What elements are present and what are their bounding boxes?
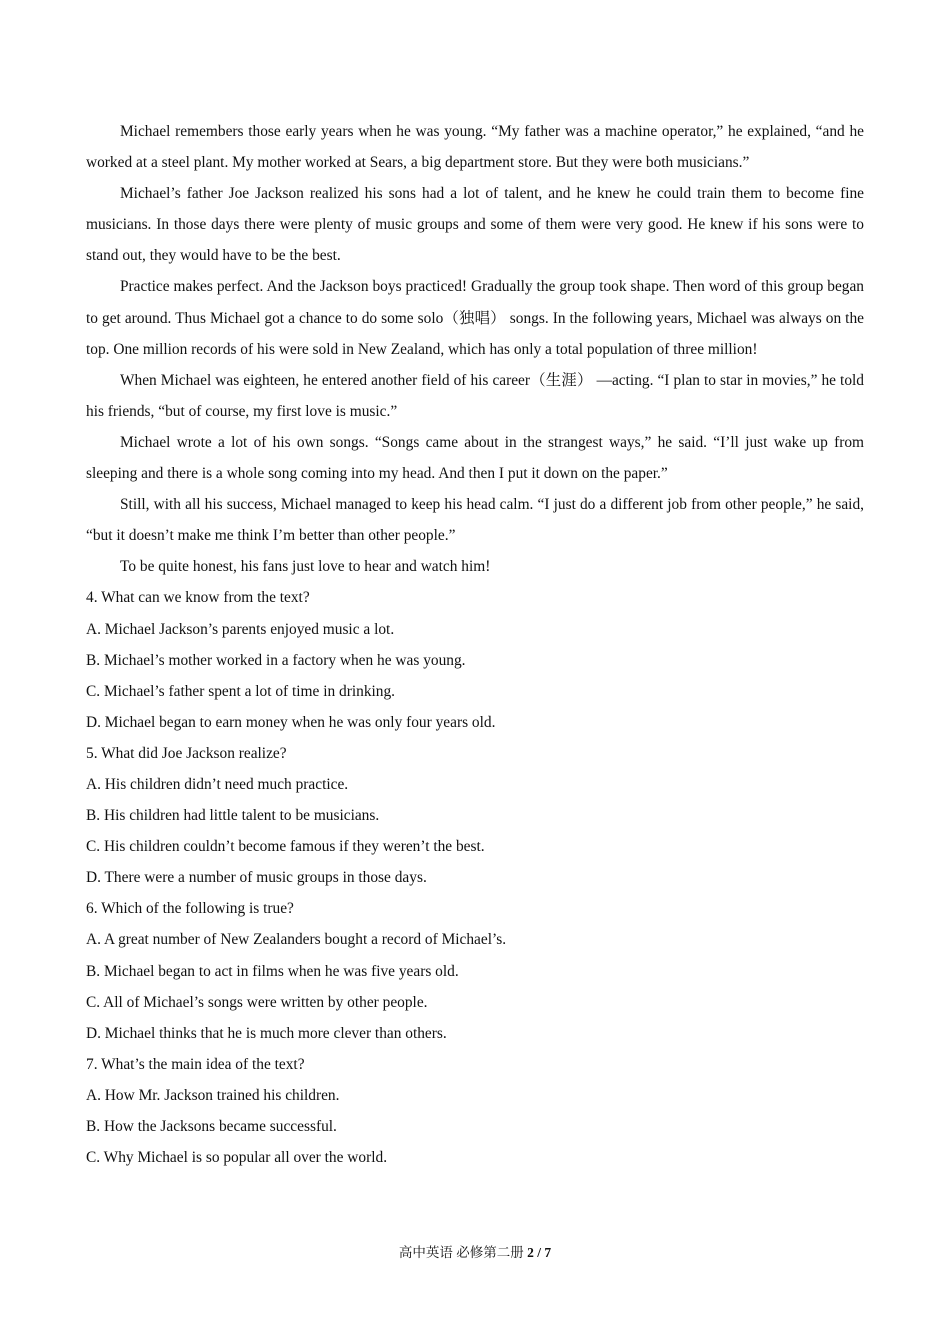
question-stem: 7. What’s the main idea of the text? <box>86 1055 305 1073</box>
page-footer <box>0 1243 950 1263</box>
page-number: 2 / 7 <box>527 1245 552 1260</box>
question-4 <box>86 582 864 737</box>
passage-paragraph-4: When Michael was eighteen, he entered another field of his career（生涯） —acting. “I plan to star in movies,” he told his friends, “but of course, my first love is music.” <box>86 371 864 420</box>
question-7 <box>86 1049 864 1173</box>
answer-option: C. All of Michael’s songs were written by other people. <box>86 993 428 1011</box>
question-5 <box>86 738 864 893</box>
passage-paragraph-1: Michael remembers those early years when he was young. “My father was a machine operator,” he explained, “and he worked at a steel plant. My mother worked at Sears, a big department store. But they were both musicians.” <box>86 123 864 172</box>
answer-option: D. There were a number of music groups in those days. <box>86 869 427 887</box>
passage-paragraph-7: To be quite honest, his fans just love to hear and watch him! <box>120 558 491 576</box>
question-6 <box>86 893 864 1048</box>
answer-option: C. His children couldn’t become famous if they weren’t the best. <box>86 838 485 856</box>
answer-option: D. Michael began to earn money when he was only four years old. <box>86 713 496 731</box>
answer-option: A. A great number of New Zealanders bought a record of Michael’s. <box>86 931 507 949</box>
answer-option: C. Why Michael is so popular all over the world. <box>86 1149 388 1167</box>
passage-paragraph-5: Michael wrote a lot of his own songs. “Songs came about in the strangest ways,” he said. “I’ll just wake up from sleeping and there is a whole song coming into my head. And then I put it down on the paper.” <box>86 433 864 483</box>
passage-paragraph-3: Practice makes perfect. And the Jackson boys practiced! Gradually the group took shape. Then word of this group began to get around. Thus Michael got a chance to do some solo（独唱） songs. In the following years, Michael was always on the top. One million records of his were sold in New Zealand, which has only a total population of three million! <box>86 278 864 358</box>
footer-label: 高中英语 必修第二册 <box>398 1245 524 1260</box>
passage-paragraph-2: Michael’s father Joe Jackson realized his sons had a lot of talent, and he knew he could train them to become fine musicians. In those days there were plenty of music groups and some of them were very good. He knew if his sons were to stand out, they would have to be the best. <box>86 185 864 265</box>
answer-option: A. Michael Jackson’s parents enjoyed music a lot. <box>86 620 395 638</box>
question-stem: 6. Which of the following is true? <box>86 900 294 918</box>
answer-option: B. Michael’s mother worked in a factory when he was young. <box>86 651 466 669</box>
answer-option: C. Michael’s father spent a lot of time in drinking. <box>86 682 396 700</box>
answer-option: A. His children didn’t need much practice. <box>86 775 349 793</box>
question-stem: 4. What can we know from the text? <box>86 589 310 607</box>
document-body <box>86 116 864 1173</box>
question-stem: 5. What did Joe Jackson realize? <box>86 744 287 762</box>
answer-option: B. Michael began to act in films when he was five years old. <box>86 962 459 980</box>
answer-option: B. How the Jacksons became successful. <box>86 1118 337 1135</box>
answer-option: D. Michael thinks that he is much more clever than others. <box>86 1024 447 1042</box>
passage-paragraph-6: Still, with all his success, Michael managed to keep his head calm. “I just do a different job from other people,” he said, “but it doesn’t make me think I’m better than other people.” <box>86 496 864 545</box>
answer-option: B. His children had little talent to be musicians. <box>86 807 380 825</box>
answer-option: A. How Mr. Jackson trained his children. <box>86 1086 340 1104</box>
